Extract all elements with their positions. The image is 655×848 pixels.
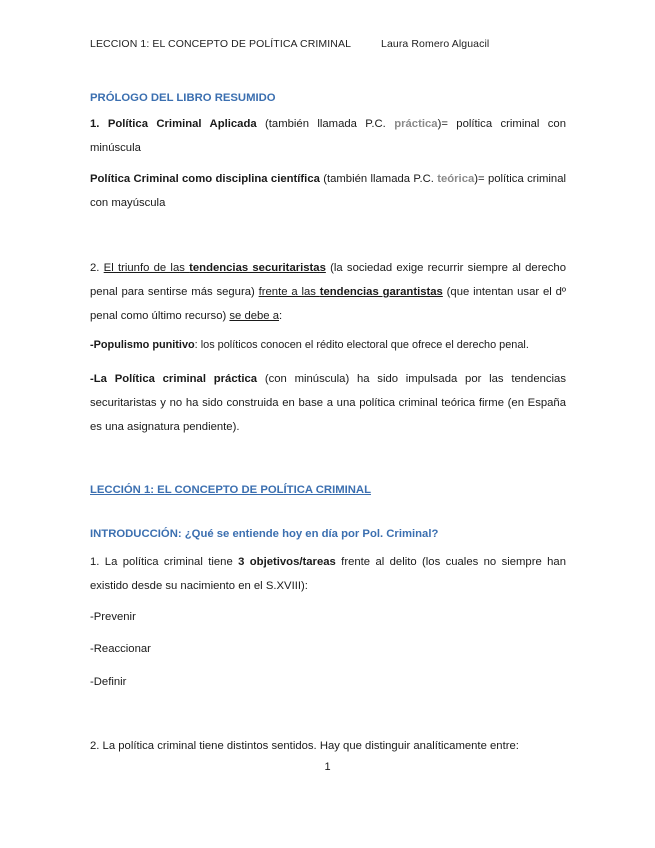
p1-grey: práctica <box>394 118 438 130</box>
header-left: LECCION 1: EL CONCEPTO DE POLÍTICA CRIMINAL <box>90 38 352 50</box>
prologue-heading: PRÓLOGO DEL LIBRO RESUMIDO <box>90 92 276 104</box>
p3-u1b: tendencias securitaristas <box>189 262 326 274</box>
lp1-b: frente al delito (los cuales no siempre han existido desde su nacimiento en el S.XVIII): <box>90 556 566 592</box>
p1-b: )= política criminal con minúscula <box>90 118 567 154</box>
prologue-paragraph-1 <box>90 112 566 160</box>
header-right: Laura Romero Alguacil <box>381 38 490 50</box>
p2-b: )= política criminal con mayúscula <box>90 173 566 209</box>
prologue-paragraph-3 <box>90 256 566 328</box>
p4-bold: -Populismo punitivo <box>90 339 195 351</box>
prologue-paragraph-5 <box>90 367 566 439</box>
lesson-paragraph-1 <box>90 550 566 598</box>
p3-a: (la sociedad exige recurrir siempre al derecho penal para sentirse más segura) <box>90 262 566 298</box>
list-item: -Reaccionar <box>90 643 151 655</box>
p3-u1: El triunfo de las <box>103 262 190 274</box>
p1-num: 1. <box>90 118 100 130</box>
list-item: -Prevenir <box>90 611 136 623</box>
p3-u2: frente a las <box>258 286 320 298</box>
prologue-paragraph-2 <box>90 167 566 215</box>
p2-a: (también llamada P.C. <box>319 173 438 185</box>
list-item: -Definir <box>90 676 127 688</box>
intro-question: ¿Qué se entiende hoy en día por Pol. Criminal? <box>184 528 439 540</box>
prologue-paragraph-4 <box>90 333 566 357</box>
lp1-a: 1. La política criminal tiene <box>90 556 239 568</box>
p1-a: (también llamada P.C. <box>256 118 395 130</box>
p3-num: 2. <box>90 262 104 274</box>
page-number: 1 <box>324 761 331 773</box>
p3-u3: se debe a <box>229 310 280 322</box>
lp1-bold: 3 objetivos/tareas <box>238 556 336 568</box>
p5-rest: (con minúscula) ha sido impulsada por las tendencias securitaristas y no ha sido construida en base a una política criminal teórica firme (en España es una asignatura pendiente). <box>90 373 566 433</box>
p2-bold: Política Criminal como disciplina científica <box>90 173 320 185</box>
lesson-title: LECCIÓN 1: EL CONCEPTO DE POLÍTICA CRIMINAL <box>90 484 371 496</box>
intro-label: INTRODUCCIÓN: <box>90 528 185 540</box>
p1-bold: Política Criminal Aplicada <box>107 118 257 130</box>
intro-heading <box>90 522 566 546</box>
p5-bold: -La Política criminal práctica <box>90 373 258 385</box>
p3-u2b: tendencias garantistas <box>319 286 443 298</box>
p3-b: (que intentan usar el dº penal como último recurso) <box>90 286 566 322</box>
lesson-paragraph-2: 2. La política criminal tiene distintos sentidos. Hay que distinguir analíticamente entre: <box>90 740 519 752</box>
p2-grey: teórica <box>437 173 475 185</box>
p4-rest: : los políticos conocen el rédito electoral que ofrece el derecho penal. <box>194 339 529 351</box>
p3-c: : <box>279 310 283 322</box>
